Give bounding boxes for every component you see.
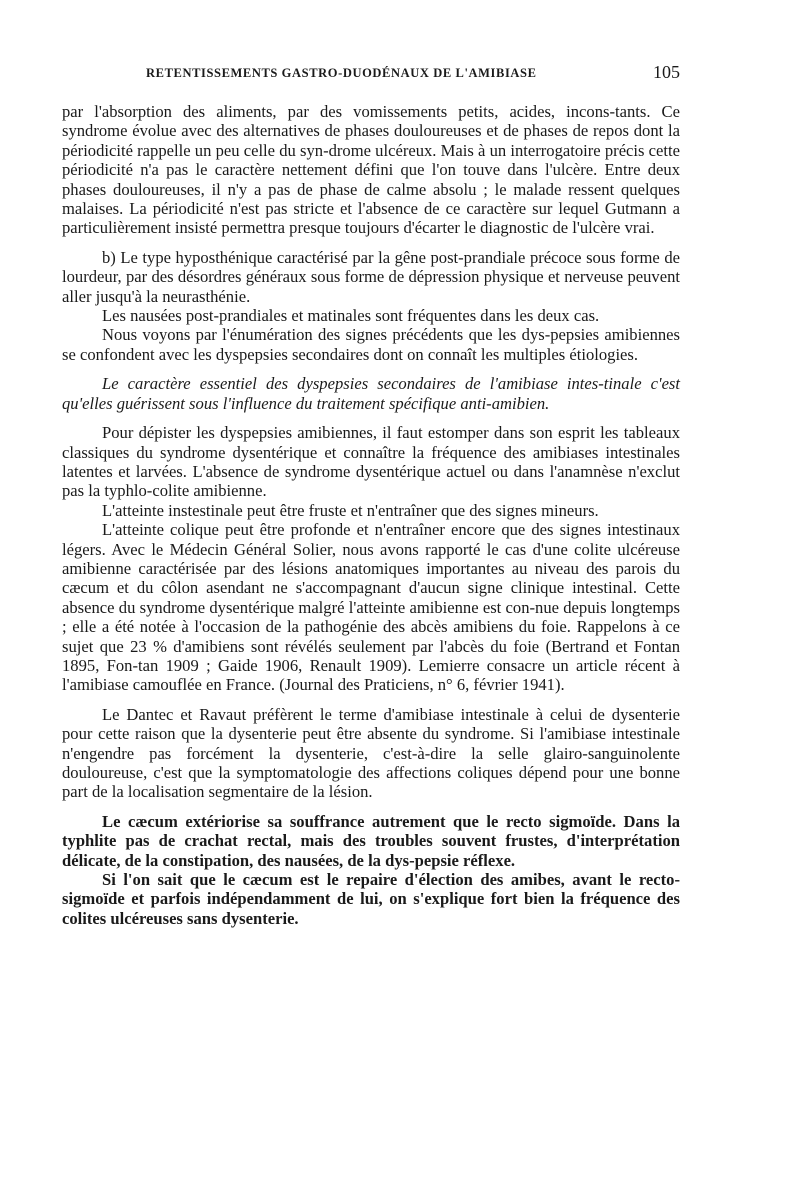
page-body — [62, 102, 680, 928]
paragraph-9: Le Dantec et Ravaut préfèrent le terme d'amibiase intestinale à celui de dysenterie pour cette raison que la dysenterie peut être absente du syndrome. Si l'amibiase intestinale n'engendre pas forcément la dysenterie, c'est-à-dire la selle glairo-sanguinolente douloureuse, c'est que la symptomatologie des affections coliques dépend pour une bonne part de la localisation segmentaire de la lésion. — [62, 704, 680, 802]
paragraph-11: Si l'on sait que le cæcum est le repaire d'élection des amibes, avant le recto-sigmoïde et parfois indépendamment de lui, on s'explique fort bien la fréquence des colites ulcéreuses sans dysenterie. — [62, 870, 680, 928]
paragraph-6: Pour dépister les dyspepsies amibiennes, il faut estomper dans son esprit les tableaux classiques du syndrome dysentérique et connaître la fréquence des amibiases intestinales latentes et larvées. L'absence de syndrome dysentérique actuel ou dans l'anamnèse n'exclut pas la typhlo-colite amibienne. — [62, 423, 680, 501]
paragraph-3: Les nausées post-prandiales et matinales sont fréquentes dans les deux cas. — [102, 306, 600, 326]
page-number: 105 — [653, 62, 680, 82]
paragraph-2: b) Le type hyposthénique caractérisé par la gêne post-prandiale précoce sous forme de lourdeur, par des désordres généraux sous forme de dépression physique et nerveuse peuvent aller jusqu'à la neurasthénie. — [62, 247, 680, 306]
emphasis-paragraph: Le caractère essentiel des dyspepsies secondaires de l'amibiase intes-tinale c'est qu'elles guérissent sous l'influence du traitement spécifique anti-amibien. — [62, 374, 680, 413]
page-header — [62, 64, 680, 88]
paragraph-10: Le cæcum extériorise sa souffrance autrement que le recto sigmoïde. Dans la typhlite pas de crachat rectal, mais des troubles souvent frustes, d'interprétation délicate, de la constipation, des nausées, de la dys-pepsie réflexe. — [62, 811, 680, 870]
paragraph-4: Nous voyons par l'énumération des signes précédents que les dys-pepsies amibiennes se confondent avec les dyspepsies secondaires dont on connaît les multiples étiologies. — [62, 325, 680, 364]
paragraph-7: L'atteinte instestinale peut être fruste et n'entraîner que des signes mineurs. — [102, 500, 599, 520]
paragraph-8: L'atteinte colique peut être profonde et n'entraîner encore que des signes intestinaux légers. Avec le Médecin Général Solier, nous avons rapporté le cas d'une colite ulcéreuse amibienne caractérisée par des lésions anatomiques importantes au niveau des parois du cæcum et du côlon asendant ne s'accompagnant d'aucun signe clinique intestinal. Cette absence du syndrome dysentérique malgré l'atteinte amibienne est con-nue depuis longtemps ; elle a été notée à l'occasion de la pathogénie des abcès amibiens du foie. Rappelons à ce sujet que 23 % d'amibiens sont révélés seulement par l'abcès du foie (Bertrand et Fontan 1895, Fon-tan 1909 ; Gaide 1906, Renault 1909). Lemierre consacre un article récent à l'amibiase camouflée en France. (Journal des Praticiens, n° 6, février 1941). — [62, 520, 680, 695]
running-title: RETENTISSEMENTS GASTRO-DUODÉNAUX DE L'AMIBIASE — [146, 66, 537, 80]
paragraph-1: par l'absorption des aliments, par des vomissements petits, acides, incons-tants. Ce syndrome évolue avec des alternatives de phases douloureuses et de phases de repos dont la périodicité rappelle un peu celle du syn-drome ulcéreux. Mais à un interrogatoire précis cette périodicité n'a pas le caractère nettement défini que l'on touve dans l'ulcère. Entre deux phases douloureuses, il n'y a pas de phase de calme absolu ; le malade ressent quelques malaises. La périodicité n'est pas stricte et l'absence de ce caractère sur lequel Gutmann a particulièrement insisté permettra presque toujours d'écarter le diagnostic de l'ulcère vrai. — [62, 102, 680, 238]
